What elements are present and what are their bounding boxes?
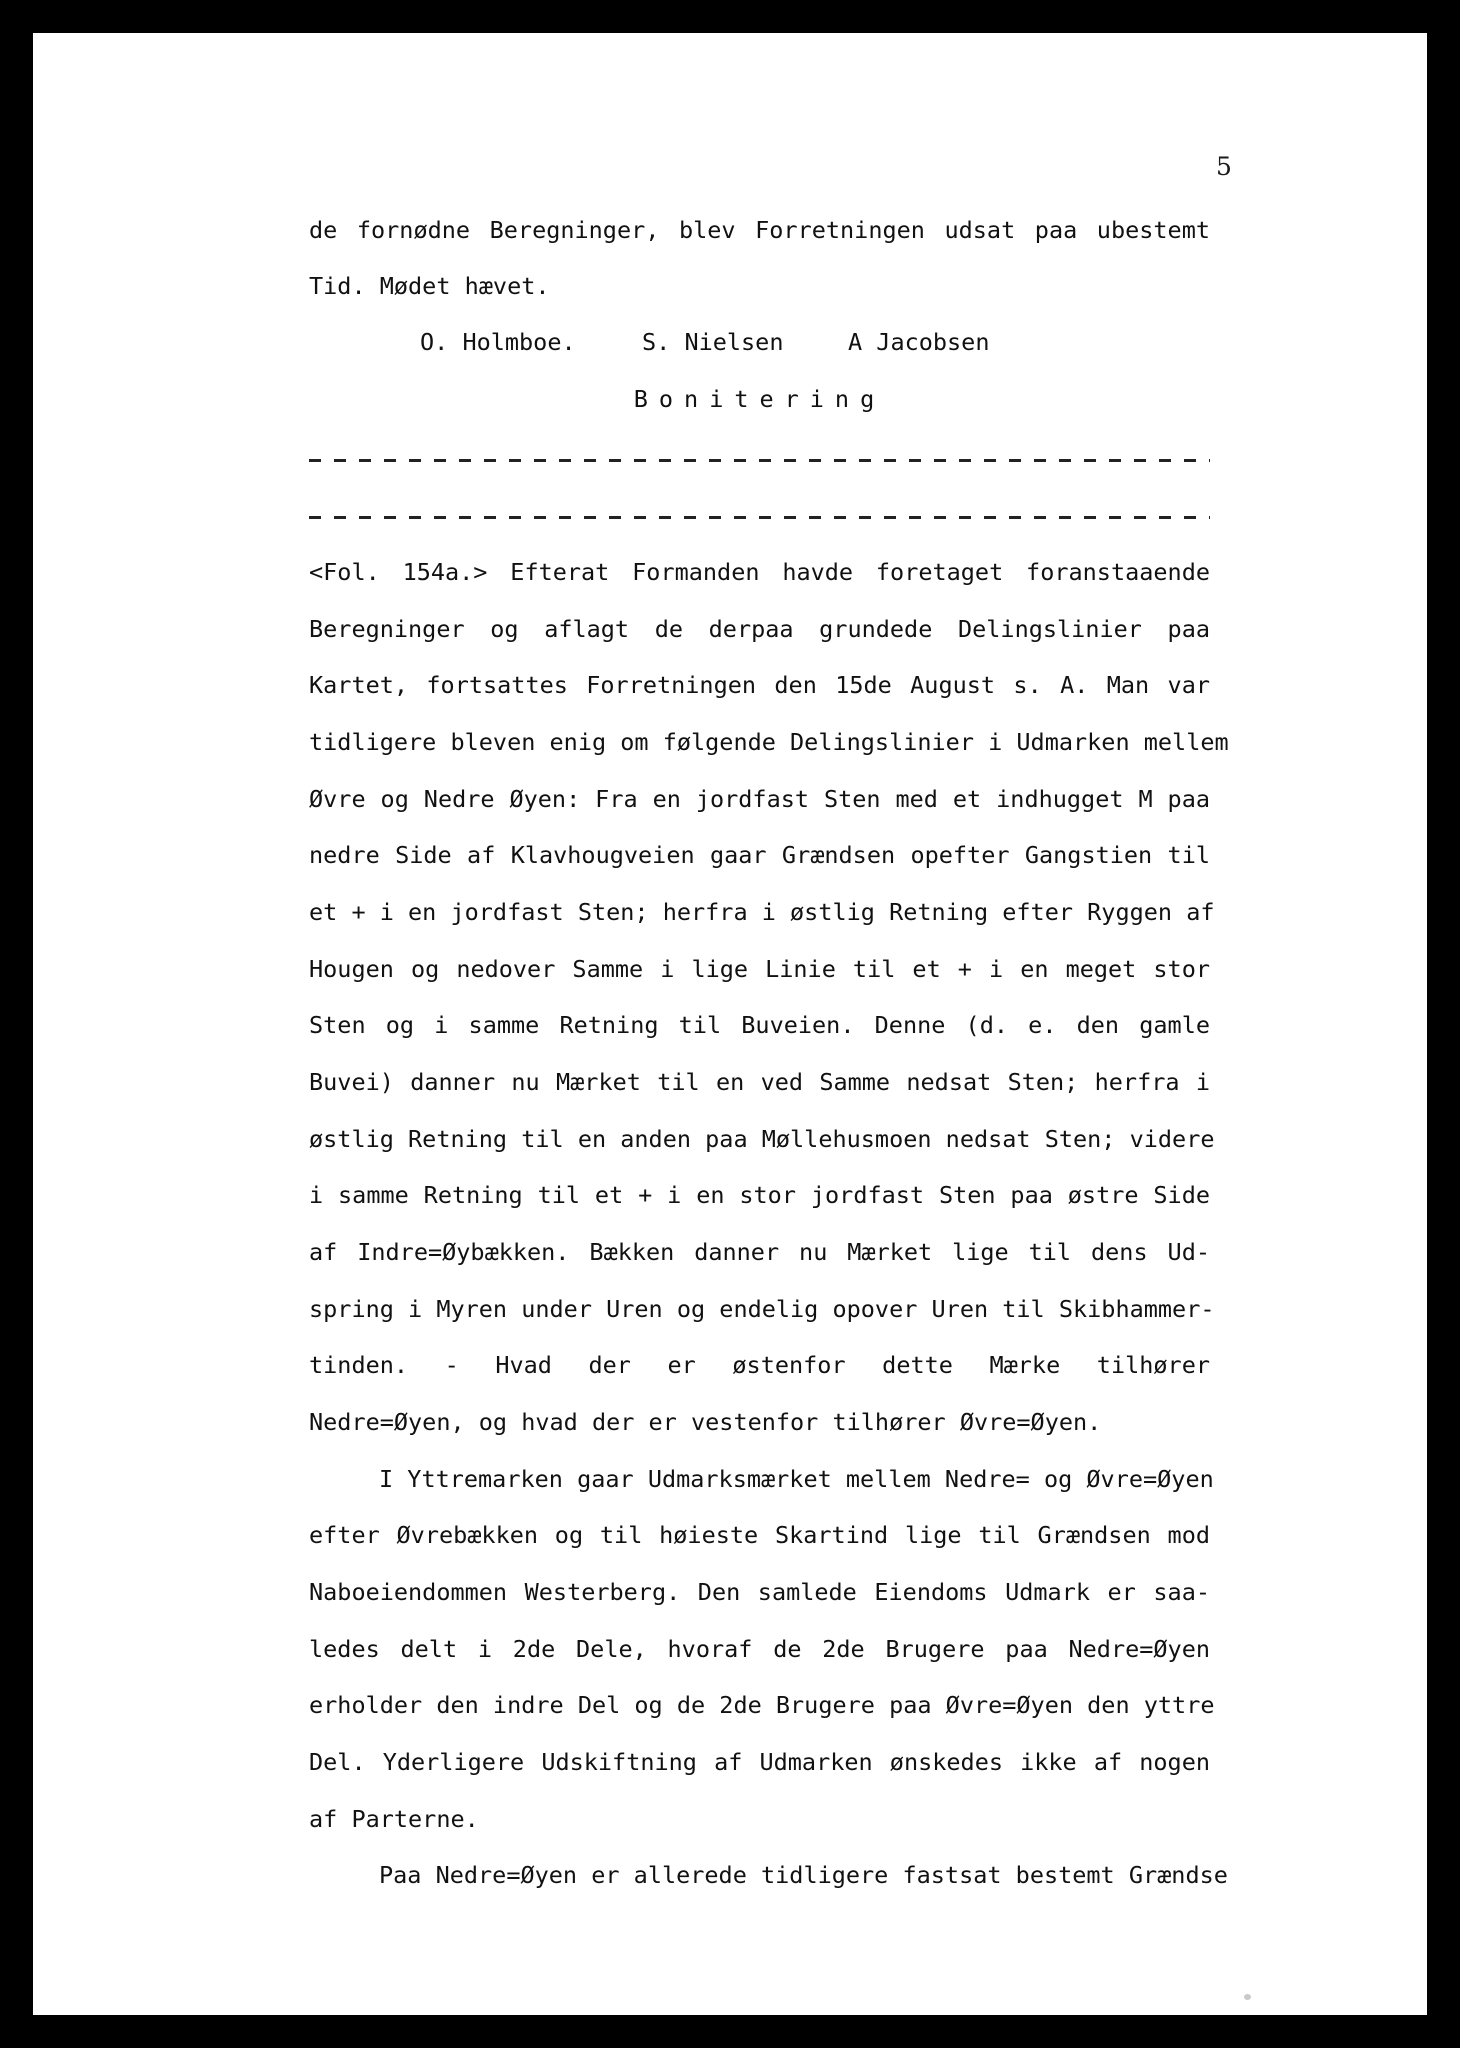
paragraph-1-line-3: Kartet, fortsattes Forretningen den 15de August s. A. Man var [309, 671, 1210, 699]
paragraph-1-line-16: Nedre=Øyen, og hvad der er vestenfor tilhører Øvre=Øyen. [309, 1408, 1102, 1436]
signature-jacobsen: A Jacobsen [848, 328, 990, 356]
paragraph-1-line-2: Beregninger og aflagt de derpaa grundede Delingslinier paa [309, 615, 1210, 643]
page-number: 5 [1216, 152, 1232, 181]
paragraph-1-line-14: spring i Myren under Uren og endelig opover Uren til Skibhammer- [309, 1295, 1215, 1323]
paragraph-1-line-5: Øvre og Nedre Øyen: Fra en jordfast Sten med et indhugget M paa [309, 785, 1210, 813]
paragraph-1-line-1: <Fol. 154a.> Efterat Formanden havde foretaget foranstaaende [309, 558, 1210, 586]
paragraph-3-line-1: Paa Nedre=Øyen er allerede tidligere fastsat bestemt Grændse [379, 1861, 1228, 1889]
paragraph-1-line-8: Hougen og nedover Samme i lige Linie til et + i en meget stor [309, 955, 1210, 983]
paragraph-1-line-4: tidligere bleven enig om følgende Delingslinier i Udmarken mellem [309, 728, 1229, 756]
paragraph-2-line-1: I Yttremarken gaar Udmarksmærket mellem Nedre= og Øvre=Øyen [379, 1465, 1214, 1493]
opening-line-1: de fornødne Beregninger, blev Forretningen udsat paa ubestemt [309, 216, 1210, 244]
section-heading: Bonitering [633, 385, 886, 413]
signature-holmboe: O. Holmboe. [420, 328, 576, 356]
signature-nielsen: S. Nielsen [642, 328, 784, 356]
paragraph-2-line-4: ledes delt i 2de Dele, hvoraf de 2de Brugere paa Nedre=Øyen [309, 1635, 1210, 1663]
opening-line-2: Tid. Mødet hævet. [309, 272, 550, 300]
paragraph-2-line-6: Del. Yderligere Udskiftning af Udmarken ønskedes ikke af nogen [309, 1748, 1210, 1776]
paragraph-1-line-9: Sten og i samme Retning til Buveien. Denne (d. e. den gamle [309, 1011, 1210, 1039]
paragraph-2-line-3: Naboeiendommen Westerberg. Den samlede Eiendoms Udmark er saa- [309, 1578, 1210, 1606]
paragraph-1-line-12: i samme Retning til et + i en stor jordfast Sten paa østre Side [309, 1181, 1210, 1209]
paragraph-1-line-13: af Indre=Øybækken. Bækken danner nu Mærket lige til dens Ud- [309, 1238, 1210, 1266]
paper-smudge [1244, 1994, 1251, 2000]
paragraph-2-line-2: efter Øvrebækken og til høieste Skartind lige til Grændsen mod [309, 1521, 1210, 1549]
paragraph-1-line-11: østlig Retning til en anden paa Møllehusmoen nedsat Sten; videre [309, 1125, 1215, 1153]
paragraph-2-line-5: erholder den indre Del og de 2de Brugere paa Øvre=Øyen den yttre [309, 1691, 1215, 1719]
separator-line-1 [309, 459, 1210, 462]
paragraph-1-line-7: et + i en jordfast Sten; herfra i østlig Retning efter Ryggen af [309, 898, 1215, 926]
paragraph-2-line-7: af Parterne. [309, 1805, 479, 1833]
separator-line-2 [309, 516, 1210, 519]
paragraph-1-line-10: Buvei) danner nu Mærket til en ved Samme nedsat Sten; herfra i [309, 1068, 1210, 1096]
paragraph-1-line-6: nedre Side af Klavhougveien gaar Grændsen opefter Gangstien til [309, 841, 1210, 869]
paragraph-1-line-15: tinden. - Hvad der er østenfor dette Mærke tilhører [309, 1351, 1210, 1379]
